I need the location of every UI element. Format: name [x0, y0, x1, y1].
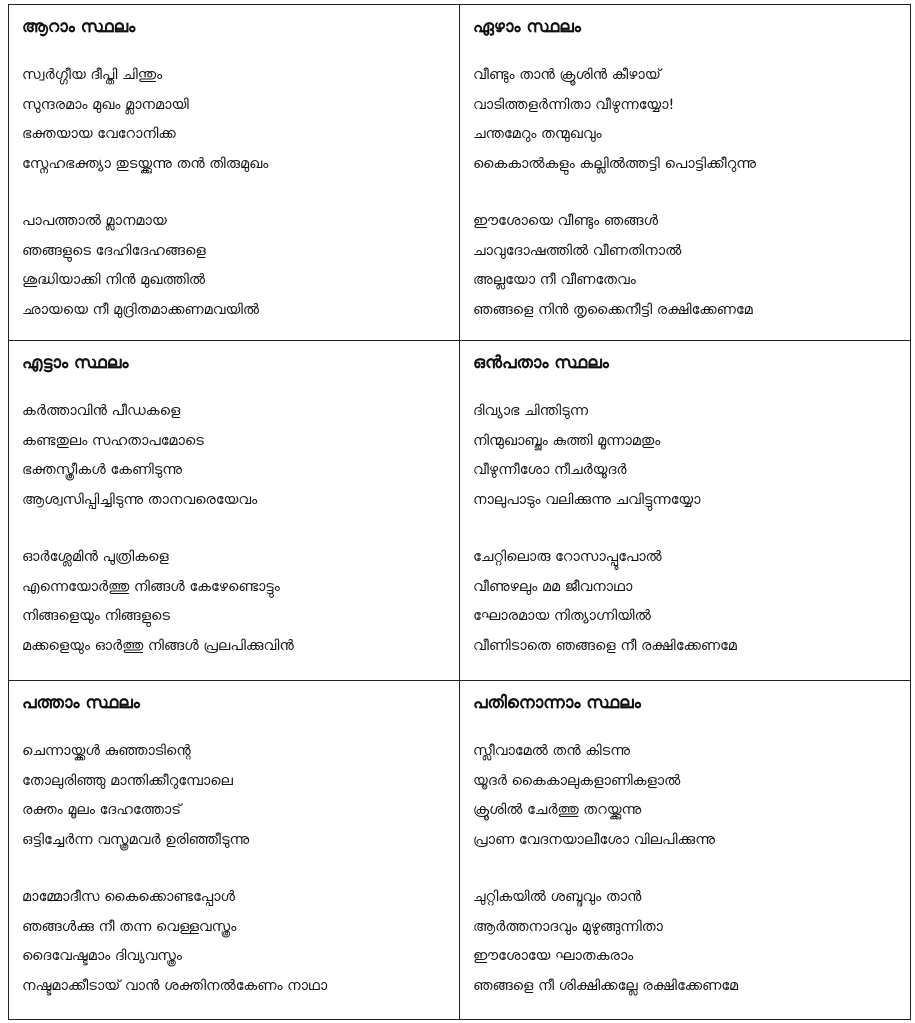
verse-line: നാലുപാടും വലിക്കുന്നു ചവിട്ടുന്നയ്യോ — [473, 491, 701, 508]
stanza — [473, 737, 898, 855]
verse-line: നിങ്ങളെയും നിങ്ങളുടെ — [22, 608, 170, 624]
stanza — [22, 61, 447, 179]
verse-line: ചെന്നായ്ക്കൾ കുഞ്ഞാടിന്റെ — [22, 743, 191, 759]
verse-line: രക്തം മൂലം ദേഹത്തോട് — [22, 802, 182, 818]
verse-line: പ്രാണ വേദനയാലീശോ വിലപിക്കുന്നു — [473, 831, 715, 848]
verse-line: ഞങ്ങളെ നീ ശിക്ഷിക്കല്ലേ രക്ഷിക്കേണമേ — [473, 977, 739, 994]
verse-line: എന്നെയോർത്തു നിങ്ങൾ കേഴേണ്ടൊട്ടും — [22, 578, 280, 595]
verse-line: ശുദ്ധിയാക്കി നിൻ മുഖത്തിൽ — [22, 272, 206, 288]
verse-line: ദിവ്യാഭ ചിന്തിടുന്ന — [473, 403, 589, 419]
verse-line: യൂദർ കൈകാലുകളാണികളാൽ — [473, 772, 681, 789]
verse-line: വീഴുന്നീശോ നീചർയൂദർ — [473, 462, 627, 478]
stanza — [473, 883, 898, 1001]
verse-line: മാമ്മോദീസ കൈക്കൊണ്ടപ്പോൾ — [22, 889, 235, 905]
verse-line: ക്രൂശിൽ ചേർത്തു തറയ്ക്കുന്നു — [473, 802, 642, 818]
verse-line: ഓർശ്ലേമിൻ പുത്രികളെ — [22, 549, 169, 565]
station-title: ഒൻപതാം സ്ഥലം — [473, 353, 609, 373]
verse-line: ദൈവേഷ്ടമാം ദിവ്യവസ്ത്രം — [22, 948, 182, 964]
stanza — [473, 397, 898, 515]
verse-line: ഞങ്ങൾക്കു നീ തന്ന വെള്ളവസ്ത്രം — [22, 918, 237, 935]
verse-line: നഷ്ടമാക്കീടായ് വാൻ ശക്തിനൽകേണം നാഥാ — [22, 977, 328, 994]
station-cell — [9, 681, 460, 1020]
stations-table — [8, 4, 911, 1020]
verse-line: അല്ലയോ നീ വീണതേവം — [473, 272, 636, 288]
verse-line: ഈശോയേ ഘാതകരാം — [473, 948, 634, 964]
verse-line: ഞങ്ങളെ നിൻ തൃക്കൈനീട്ടി രക്ഷിക്കേണമേ — [473, 301, 753, 318]
stanza — [22, 207, 447, 325]
verse-line: കൈകാൽകളും കല്ലിൽത്തട്ടി പൊട്ടിക്കീറുന്നു — [473, 155, 756, 172]
table-row — [9, 681, 911, 1020]
verse-line: വീണ്ടും താൻ ക്രൂശിൻ കീഴായ് — [473, 67, 661, 83]
verse-line: ചുറ്റികയിൽ ശബ്ദവും താൻ — [473, 889, 642, 905]
station-cell — [460, 5, 911, 341]
verse-line: വാടിത്തളർന്നിതാ വീഴുന്നയ്യോ! — [473, 96, 675, 113]
verse-line: ഘോരമായ നിത്യാഗ്നിയിൽ — [473, 608, 651, 624]
verse-line: ഈശോയെ വീണ്ടും ഞങ്ങൾ — [473, 213, 659, 229]
verse-line: ചന്തമേറും തന്മുഖവും — [473, 126, 602, 142]
stanza — [22, 737, 447, 855]
verse-line: സുന്ദരമാം മുഖം മ്ലാനമായി — [22, 96, 189, 113]
verse-line: തോലുരിഞ്ഞു മാന്തിക്കീറുമ്പോലെ — [22, 772, 233, 789]
stanza — [473, 207, 898, 325]
verse-line: പാപത്താൽ മ്ലാനമായ — [22, 213, 167, 229]
station-title: പത്താം സ്ഥലം — [22, 693, 140, 713]
station-title: ആറാം സ്ഥലം — [22, 17, 136, 37]
verse-line: ചാവുദോഷത്തിൽ വീണതിനാൽ — [473, 242, 682, 259]
verse-line: ആർത്തനാദവും മുഴുങ്ങുന്നിതാ — [473, 918, 663, 935]
station-cell — [9, 341, 460, 681]
stanza — [473, 61, 898, 179]
verse-line: ഒട്ടിച്ചേർന്ന വസ്ത്രമവർ ഉരിഞ്ഞീടുന്നു — [22, 831, 250, 848]
verse-line: ഞങ്ങളുടെ ദേഹിദേഹങ്ങളെ — [22, 242, 206, 259]
verse-line: ചേറ്റിലൊരു റോസാപ്പൂപോൽ — [473, 549, 662, 565]
table-row — [9, 5, 911, 341]
verse-line: സ്നേഹഭക്ത്യാ തുടയ്ക്കുന്നു തൻ തിരുമുഖം — [22, 155, 269, 172]
verse-line: വീണുഴലും മമ ജീവനാഥാ — [473, 578, 633, 595]
verse-line: സ്ലീവാമേൽ തൻ കിടന്നു — [473, 743, 630, 759]
stanza — [473, 543, 898, 661]
verse-line: കർത്താവിൻ പീഡകളെ — [22, 403, 181, 419]
stanza — [22, 397, 447, 515]
verse-line: ആശ്വസിപ്പിച്ചിടുന്നു താനവരെയേവം — [22, 491, 258, 508]
verse-line: വീണിടാതെ ഞങ്ങളെ നീ രക്ഷിക്കേണമേ — [473, 637, 737, 654]
verse-line: സ്വർഗ്ഗീയ ദീപ്തി ചിന്തും — [22, 67, 163, 83]
verse-line: ഭക്തസ്ത്രീകൾ കേണിടുന്നു — [22, 462, 183, 478]
table-row — [9, 341, 911, 681]
station-cell — [460, 681, 911, 1020]
station-title: പതിനൊന്നാം സ്ഥലം — [473, 693, 641, 713]
verse-line: മക്കളെയും ഓർത്തു നിങ്ങൾ പ്രലപിക്കുവിൻ — [22, 637, 294, 654]
station-cell — [9, 5, 460, 341]
stanza — [22, 883, 447, 1001]
stanza — [22, 543, 447, 661]
station-cell — [460, 341, 911, 681]
verse-line: നിന്മുഖാബ്ജം കുത്തി മൂന്നാമതും — [473, 432, 661, 449]
verse-line: ഭക്തയായ വേറോനിക്ക — [22, 126, 176, 142]
verse-line: ഛായയെ നീ മുദ്രിതമാക്കണമവയിൽ — [22, 301, 260, 318]
verse-line: കണ്ടതുലം സഹതാപമോടെ — [22, 432, 204, 449]
station-title: ഏഴാം സ്ഥലം — [473, 17, 581, 37]
station-title: എട്ടാം സ്ഥലം — [22, 353, 129, 373]
